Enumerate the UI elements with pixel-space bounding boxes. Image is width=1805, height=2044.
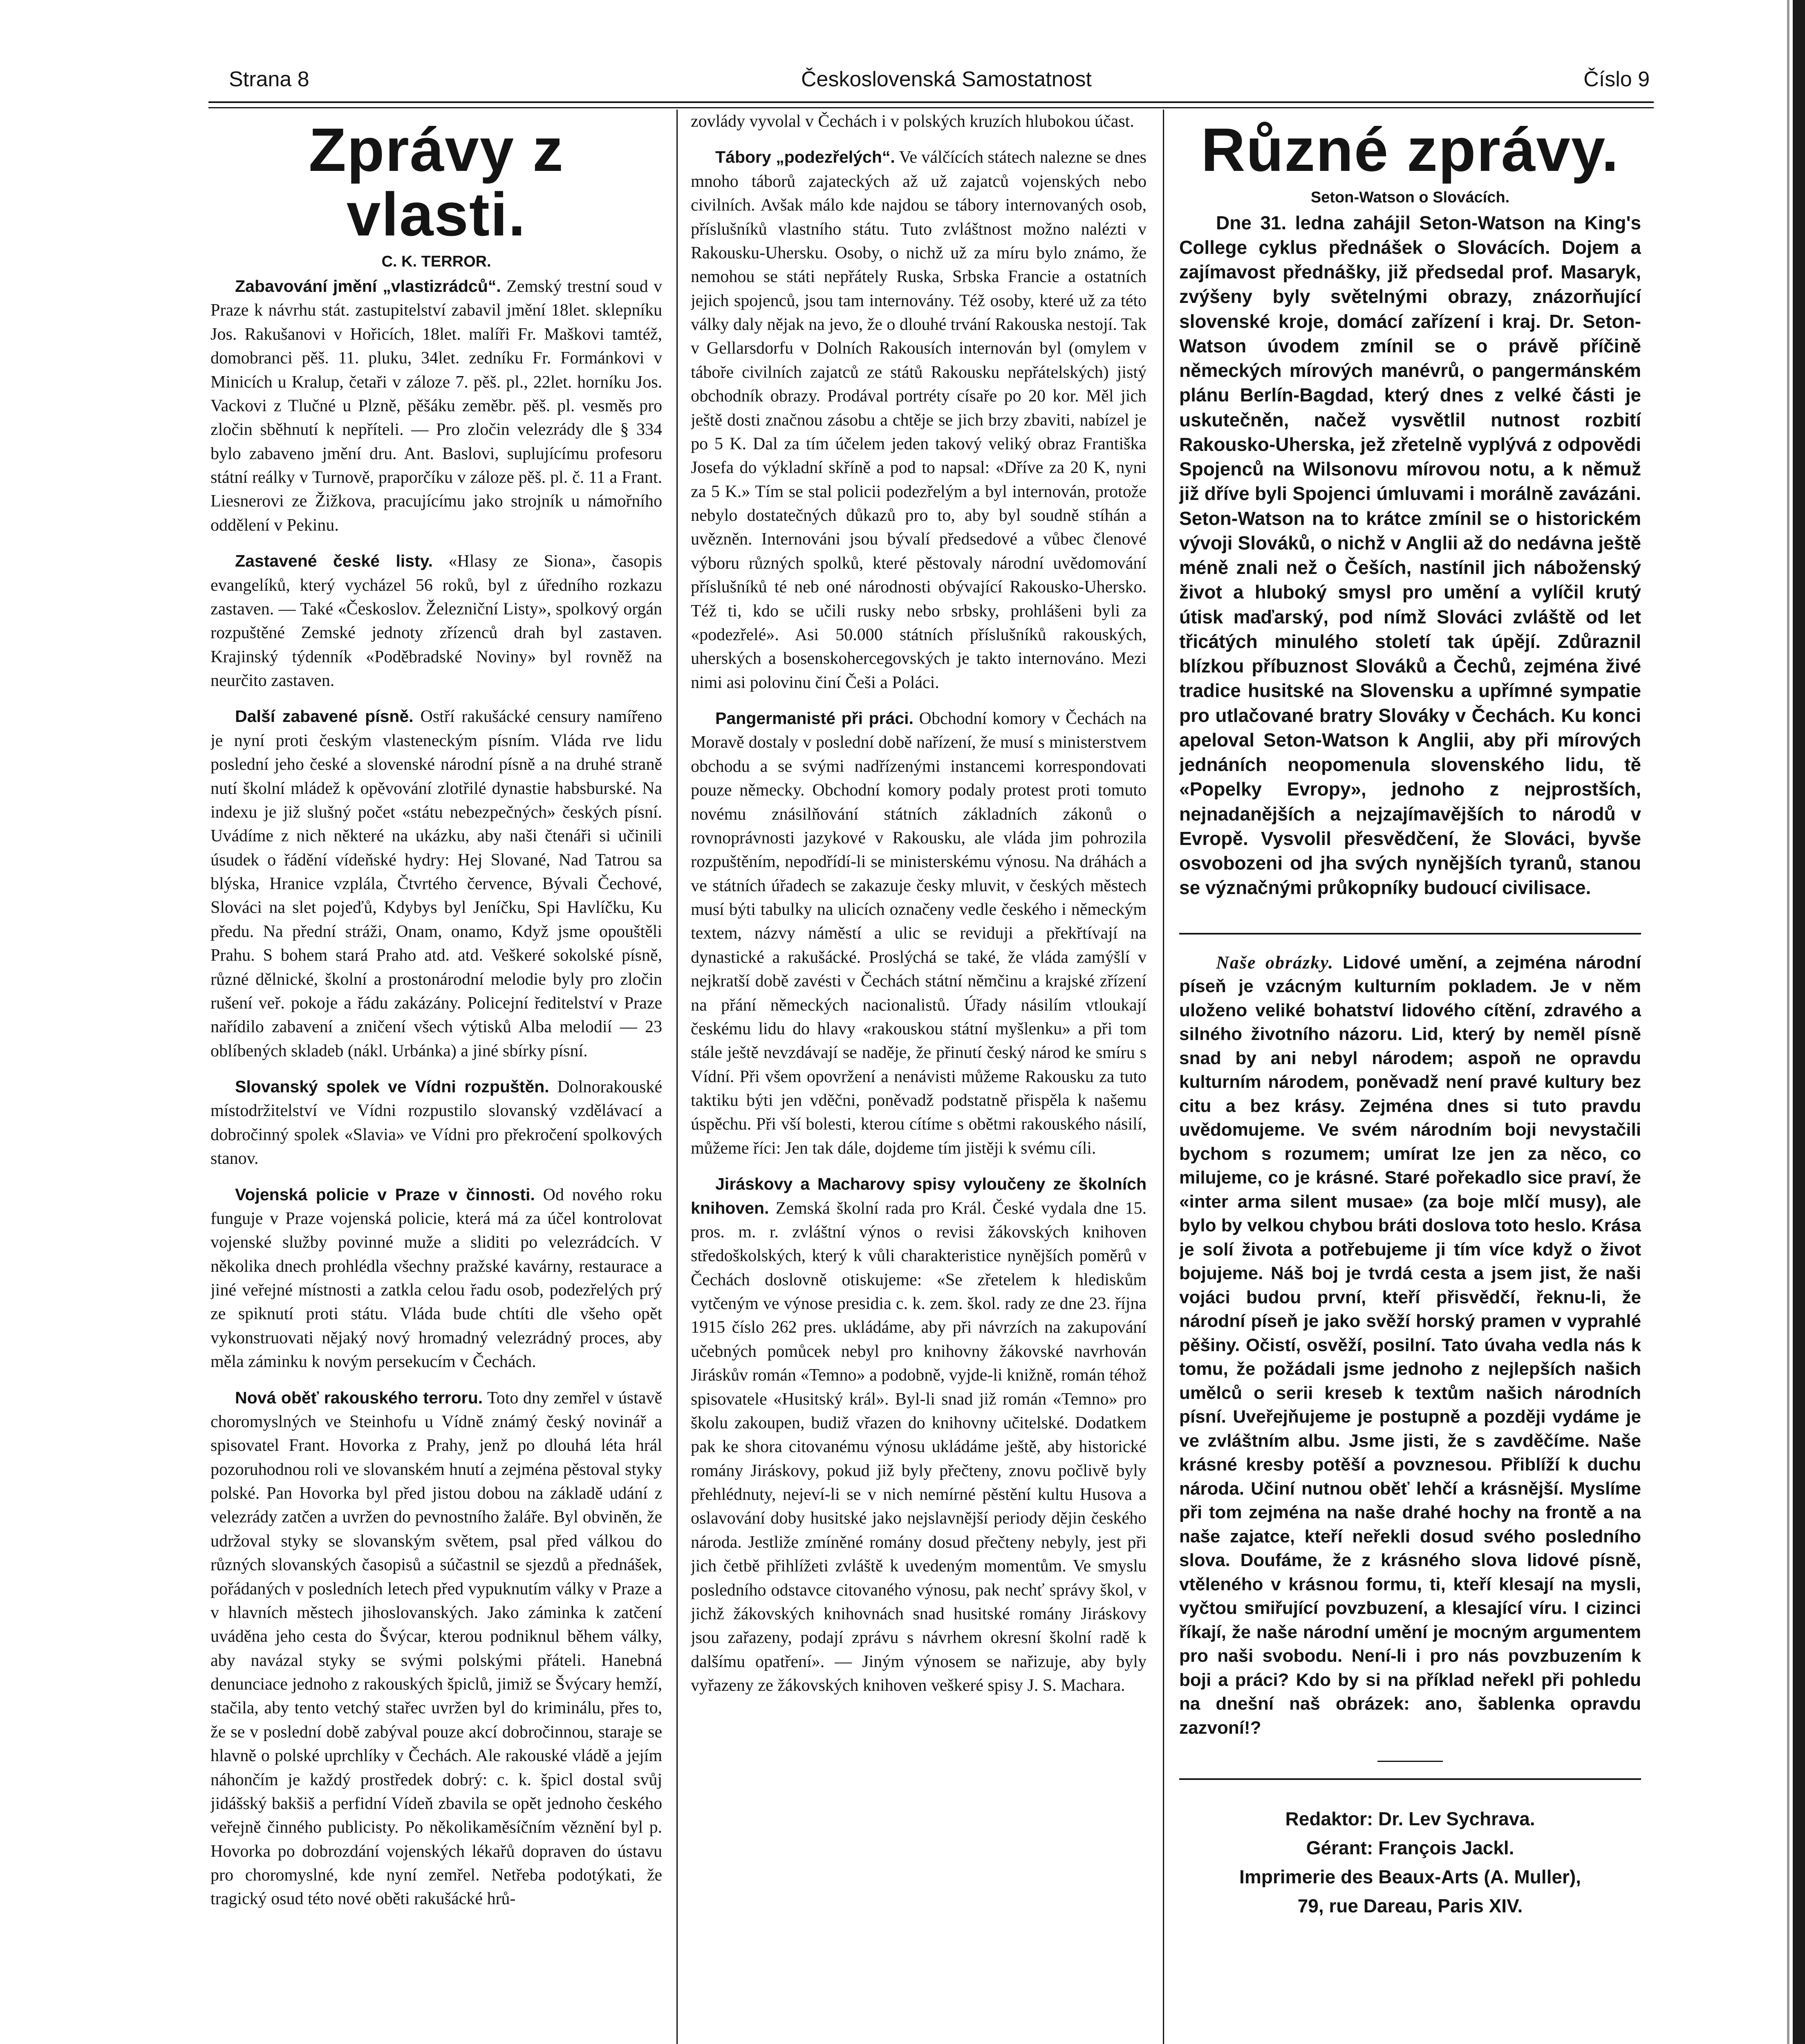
colophon-printer: Imprimerie des Beaux-Arts (A. Muller), bbox=[1239, 1866, 1581, 1888]
scan-edge bbox=[1793, 0, 1805, 2044]
section-rule bbox=[1179, 933, 1641, 935]
article-headline: Jiráskovy a Macharovy spisy vyloučeny ze školních knihoven. bbox=[691, 1174, 1147, 1217]
article-body: zovlády vyvolal v Čechách i v polských kruzích hlubokou účast. bbox=[691, 112, 1134, 131]
article bbox=[211, 1075, 662, 1171]
article bbox=[211, 1183, 662, 1374]
article-nase-obrazky bbox=[1179, 951, 1641, 1740]
article-headline: Další zabavené písně. bbox=[235, 707, 414, 726]
article-headline: Pangermanisté při práci. bbox=[715, 709, 914, 728]
article bbox=[691, 707, 1147, 1160]
article bbox=[211, 705, 662, 1063]
article bbox=[691, 1172, 1147, 1697]
page-number: Strana 8 bbox=[229, 67, 309, 91]
colophon-manager: Gérant: François Jackl. bbox=[1306, 1837, 1514, 1858]
journal-title: Československá Samostatnost bbox=[801, 67, 1092, 91]
article-body: Od nového roku funguje v Praze vojenská policie, která má za účel kontrolovat vojenské služby povinné muže a sliditi po velezrádcích. V několika dnech prohlédla všechny pražské kavárny, restaurace a jiné veřejné místnosti a zatkla celou řadu osob, podezřelých prý ze spiknutí proti státu. Vláda bude chtíti dle všeho opět vykonstruovati nějaký nový hromadný velezrádný proces, aby měla záminku k novým persekucím v Čechách. bbox=[211, 1185, 662, 1372]
article-body: Ostří rakušácké censury namířeno je nyní proti českým vlasteneckým písním. Vláda rve lidu poslední jeho české a slovenské národní písně a na druhé straně nutí školní mládež k opěvování zlotřilé dynastie habsburské. Na indexu je již slušný počet «státu nebezpečných» českých písní. Uvádíme z nich některé na ukázku, aby naši čtenáři si učinili úsudek o řádění vídeňské hydry: Hej Slované, Nad Tatrou sa blýska, Hranice vzplála, Čtvrtého července, Bývali Čechové, Slováci na slet pojeďů, Kdybys byl Jeníčku, Spi Havlíčku, Ku předu. Na přední stráži, Onam, onamo, Když jsme opouštěli Prahu. S bohem stará Praho atd. atd. Veškeré sokolské písně, různé dělnické, školní a prostonárodní melodie byly pro zločin rušení veř. pokoje a řádu zakázány. Policejní ředitelství v Praze nařídilo zabavení a zničení všech výtisků Alba melodií — 23 oblíbených skladeb (nákl. Urbánka) a jiné sbírky písní. bbox=[211, 707, 662, 1060]
section-subtitle-seton-watson: Seton-Watson o Slovácích. bbox=[1310, 188, 1510, 206]
header-rule bbox=[208, 101, 1654, 108]
article-headline: Vojenská policie v Praze v činnosti. bbox=[235, 1185, 535, 1204]
article-body: Lidové umění, a zejména národní píseň je vzácným kulturním pokladem. Je v něm uloženo veliké bohatství lidového cítění, zdravého a silného životního názoru. Lid, který by neměl písně snad by ani nebyl národem; aspoň ne opravdu kulturním národem, poněvadž není pravé kultury bez citu a bez krásy. Zejména dnes si tuto pravdu uvědomujeme. Ve svém národním boji nevystačili bychom s rozumem; umírat lze jen za něco, co milujeme, co je krásné. Staré pořekadlo sice praví, že «inter arma silent musae» (za boje mlčí musy), ale bylo by velkou chybou bráti doslova toto heslo. Krása je solí života a potřebujeme ji tím více když o život bojujeme. Náš boj je tvrdá cesta a jsem jist, že naši vojáci budou první, kteří přisvědčí, řeknu-li, že národní píseň je jako svěží horský pramen v vyprahlé pěšiny. Očistí, osvěží, posilní. Tato úvaha vedla nás k tomu, že požádali jsme jednoho z nejlepších našich umělců o serii kreseb k textům našich národních písní. Uveřejňujeme je postupně a později vydáme je ve zvláštním albu. Jsme jisti, že s zavděčíme. Naše krásné kresby potěší a povznesou. Přiblíží k duchu národa. Učiní nutnou oběť lehčí a krásnější. Myslíme při tom zejména na naše drahé hochy na frontě a na naše zajatce, kteří neřekli dosud svého posledního slova. Doufáme, že z krásného slova lidové písně, vtěleného v krásnou formu, ti, kteří klesají na mysli, vyčtou smiřující povzbuzení, a klesající víru. I cizinci říkají, že naše národní umění je mocným argumentem pro naši svobodu. Není-li i pro nás povzbuzením k boji a práci? Kdo by si na příklad neřekl při pohledu na dnešní naš obrázek: ano, šablenka opravdu zazvoní!? bbox=[1179, 952, 1641, 1738]
article bbox=[211, 549, 662, 693]
article-headline: Slovanský spolek ve Vídni rozpuštěn. bbox=[235, 1077, 549, 1096]
page-columns bbox=[0, 110, 1805, 2044]
article-body: Zemský trestní soud v Praze k návrhu stát. zastupitelství zabavil jmění 18let. sklepníku Jos. Rakušanovi v Hořicích, 18let. malíři Fr. Maškovi tamtéž, domobranci pěš. 11. pluku, 34let. zedníku Fr. Formánkovi v Minicích u Kralup, četaři v záloze 7. pěš. pl., 22let. horníku Jos. Vackovi z Tlučné u Plzně, pěšáku zeměbr. pěš. pl. vesměs pro zločin sběhnutí k nepříteli. — Pro zločin velezrády dle § 334 bylo zabaveno jmění dru. Ant. Baslovi, suplujícímu profesoru státní reálky v Turnově, praporčíku v záloze pěš. pl. č. 11 a Frant. Liesnerovi ze Žižkova, pracujícímu jako strojník u námořního oddělení v Pekinu. bbox=[211, 277, 662, 535]
column-3 bbox=[1179, 110, 1641, 2044]
article-headline: Zastavené české listy. bbox=[235, 551, 433, 571]
colophon bbox=[1179, 1804, 1641, 1921]
article bbox=[211, 275, 662, 537]
section-title-zpravy-z-vlasti: Zprávy z vlasti. bbox=[309, 115, 564, 249]
section-subtitle-terror: C. K. TERROR. bbox=[381, 253, 491, 270]
issue-number: Číslo 9 bbox=[1583, 67, 1650, 91]
scan-edge bbox=[1787, 0, 1789, 2044]
short-rule bbox=[1377, 1761, 1443, 1762]
article-headline: Naše obrázky. bbox=[1216, 952, 1334, 973]
column-1 bbox=[211, 110, 662, 2044]
article-seton-watson bbox=[1179, 211, 1641, 900]
page-header bbox=[229, 61, 1650, 97]
article bbox=[211, 1386, 662, 1911]
colophon-address: 79, rue Dareau, Paris XIV. bbox=[1297, 1895, 1523, 1917]
article-body: «Hlasy ze Siona», časopis evangelíků, který vycházel 56 roků, byl z úředního rozkazu zastaven. — Také «Českoslov. Železniční Listy», spolkový orgán rozpuštěné Zemské jednoty zřízenců drah byl zastaven. Krajinský týdenník «Poděbradské Noviny» byl rovněž na neurčito zastaven. bbox=[211, 552, 662, 690]
section-title-ruzne-zpravy: Různé zprávy. bbox=[1201, 115, 1619, 184]
article bbox=[691, 146, 1147, 695]
article-continuation bbox=[691, 110, 1147, 133]
column-2 bbox=[691, 110, 1147, 2044]
colophon-editor: Redaktor: Dr. Lev Sychrava. bbox=[1285, 1808, 1535, 1829]
article-body: Ve válčících státech nalezne se dnes mnoho táborů zajateckých až už zajatců vojenských nebo civilních. Avšak málo kde najdou se tábory internovaných osob, příslušníků vlastního státu. Tuto zvláštnost možno nalézti v Rakousku-Uhersku. Osoby, o nichž už za míru bylo známo, že nemohou se státi nepřátely Ruska, Srbska Francie a ostatních jejich spojenců, jsou tam internovány. Též osoby, které už za této války daly nějak na jevo, že o dlouhé trvání Rakouska nestojí. Tak v Gellarsdorfu v Dolních Rakousích internován byl (omylem v táboře civilních zajatců ze států Rakousku nepřátelských) jistý obchodník obrazy. Prodával portréty císaře po 20 kor. Měl jich ještě dosti značnou zásobu a chtěje se jich brzy zbaviti, nabízel je po 5 K. Dal za tím účelem jeden takový veliký obraz Františka Josefa do výkladní skříně a pod to napsal: «Dříve za 20 K, nyni za 5 K.» Tím se stal policii podezřelým a byl internován, protože nebylo dostatečných důkazů pro to, aby byl soudně stíhán a uvězněn. Internováni jsou bývalí předsedové a vůbec členové výboru různých spolků, které pěstovaly národní uvědomování příslušníků té neb oné národnosti obývající Rakousko-Uhersko. Též ti, kdo se učili rusky nebo srbsky, prohlášeni byli za «podezřelé». Asi 50.000 státních příslušníků rakouských, uherských a bosenskohercegovských je takto internováno. Mezi nimi asi polovinu činí Češi a Poláci. bbox=[691, 148, 1147, 692]
article-body: Toto dny zemřel v ústavě choromyslných ve Steinhofu u Vídně známý český novinář a spisovatel Frant. Hovorka z Prahy, jenž po dlouhá léta hrál pozoruhodnou roli ve slovanském hnutí a zejména pěstoval styky polské. Pan Hovorka byl před jistou dobou na základě udání z velezrády zatčen a uvržen do pevnostního žaláře. Byl obviněn, že udržoval styky se slovanským světem, psal před válkou do různých slovanských časopisů a súčastnil se sjezdů a přednášek, pořádaných v posledních letech před vypuknutím války v Praze a v hlavních městech jihoslovanských. Jako záminka k zatčení uváděna jeho cesta do Švýcar, kterou podniknul během války, aby navázal styky se svými polskými přáteli. Hanebná denunciace jednoho z rakouských špiclů, jimiž se Švýcary hemží, stačila, aby tento vetchý stařec uvržen byl do kriminálu, přes to, že se v poslední době zabýval pouze akcí dobročinnou, staraje se hlavně o polské uprchlíky v Čechách. Ale rakouské vládě a jejím náhončím je každý prostředek dobrý: c. k. špicl dostal svůj jidášský bakšiš a perfidní Vídeň zbavila se opět jednoho českého veřejně činného publicisty. Po několikaměsíčním věznění byl p. Hovorka po dobrozdání vojenských lékařů dopraven do ústavu pro choromyslné, kde nyní zemřel. Netřeba podotýkati, že tragický osud této nové oběti rakušácké hrů- bbox=[211, 1388, 662, 1909]
article-body: Zemská školní rada pro Král. České vydala dne 15. pros. m. r. zvláštní výnos o revisi žákovských knihoven středoškolských, který k vůli charakteristice nynějších poměrů v Čechách doslovně otiskujeme: «Se zřetelem k hlediskům vytčeným ve výnose presidia c. k. zem. škol. rady ze dne 23. října 1915 číslo 262 pres. ukládáme, aby při návrzích na zakupování učebných pomůcek nebyl pro knihovny žákovské navrhován Jiráskův román «Temno» a podobně, vyjde-li knižně, román téhož spisovatele «Husitský král». Byl-li snad již román «Temno» pro školu zakoupen, budiž vřazen do knihovny učitelské. Dodatkem pak ke shora citovanému výnosu ukládáme ještě, aby historické romány Jiráskovy, pokud již byly přečteny, znovu počlivě byly přehlédnuty, nejeví-li se v nich nemírné pěstění kultu Husova a oslavování doby husitské jako nejslavnější periody dějin českého národa. Jestliže zmíněné romány dosud přečteny nebyly, jest při jich četbě přihlížeti zvláště k uvedeným momentům. Ve smyslu posledního odstavce citovaného výnosu, pak nechť správy škol, v jichž žákovských knihovnách snad husitské romány Jiráskovy jsou zařazeny, podají zprávu s návrhem okresní školní radě k dalšímu opatření». — Jiným výnosem se nařizuje, aby byly vyřazeny ze žákovských knihoven veškeré spisy J. S. Machara. bbox=[691, 1199, 1147, 1695]
article-body: Obchodní komory v Čechách na Moravě dostaly v poslední době nařízení, že musí s ministerstvem obchodu a se svými nadřízenými instancemi korrespondovati pouze německy. Obchodní komory podaly protest proti tomuto novému znásilňování státních základních zákonů o rovnoprávnosti jazykové v Rakousku, ale vláda jim pohrozila rozpuštěním, nepodřídí-li se ministerskému výnosu. Na dráhách a ve státních úřadech se zakazuje česky mluvit, v českých městech musí býti tabulky na ulicích označeny vedle českého i německým textem, názvy náměstí a ulic se reviduji a překřtívají na dynastické a rakušácké. Proslýchá se také, že vláda zamýšlí v nejkratší době zavésti v Čechách státní němčinu a krajské zřízení na přání německých nacionalistů. Úřady násilím vtloukají českému lidu do hlavy «rakouskou státní myšlenku» a při tom stále ještě nevzdávají se naděje, že přinutí český národ ke smíru s Vídní. Při všem opovržení a nenávisti můžeme Rakousku za tuto taktiku býti jen vděčni, poněvadž podstatně přispěla k našemu úspěchu. Při vší bolesti, kterou cítíme s obětmi rakouského násilí, můžeme říci: Jen tak dále, dojdeme tím jistěji k svému cíli. bbox=[691, 709, 1147, 1158]
article-headline: Nová oběť rakouského terroru. bbox=[235, 1388, 483, 1407]
article-headline: Tábory „podezřelých“. bbox=[715, 148, 895, 167]
article-body: Dolnorakouské místodržitelství ve Vídni rozpustilo slovanský vzdělávací a dobročinný spolek «Slavia» ve Vídni pro překročení spolkových stanov. bbox=[211, 1078, 662, 1168]
article-headline: Zabavování jmění „vlastizrádců“. bbox=[235, 277, 501, 296]
article-body: Dne 31. ledna zahájil Seton-Watson na King's College cyklus přednášek o Slovácích. Dojem a zajímavost přednášky, již předsedal prof. Masaryk, zvýšeny byly světelnými obrazy, znázorňující slovenské kroje, domácí zařízení i kraj. Dr. Seton-Watson úvodem zmínil se o právě příčině německých mírových manévrů, o pangermánském plánu Berlín-Bagdad, který dnes z velké části je uskutečněn, načež vysvětlil nutnost rozbití Rakousko-Uherska, jež zřetelně vyplývá z odpovědi Spojenců na Wilsonovu mírovou notu, a k němuž již dříve byli Spojenci úmluvami i morálně zavázáni. Seton-Watson na to krátce zmínil se o historickém vývoji Slováků, o nichž v Anglii až do nedávna ještě méně znali než o Češích, nastínil jich náboženský život a hluboký smysl pro umění a vylíčil krutý útisk maďarský, pod nímž Slováci zvláště od let třicátých minulého století tak úpějí. Zdůraznil blízkou příbuznost Slováků a Čechů, zejména živé tradice husitské na Slovensku a upřímné sympatie pro utlačované bratry Slováky v Čechách. Ku konci apeloval Seton-Watson k Anglii, aby při mírových jednáních neopomenula slovenského lidu, tě «Popelky Evropy», jednoho z nejprostších, nejnadanějších a nejzajímavějších to národů v Evropě. Vysvolil přesvědčení, že Slováci, byvše osvobozeni od jha svých nynějších tyranů, stanou se význačnými průkopníky budoucí civilisace. bbox=[1179, 212, 1641, 899]
section-rule bbox=[1179, 1778, 1641, 1780]
